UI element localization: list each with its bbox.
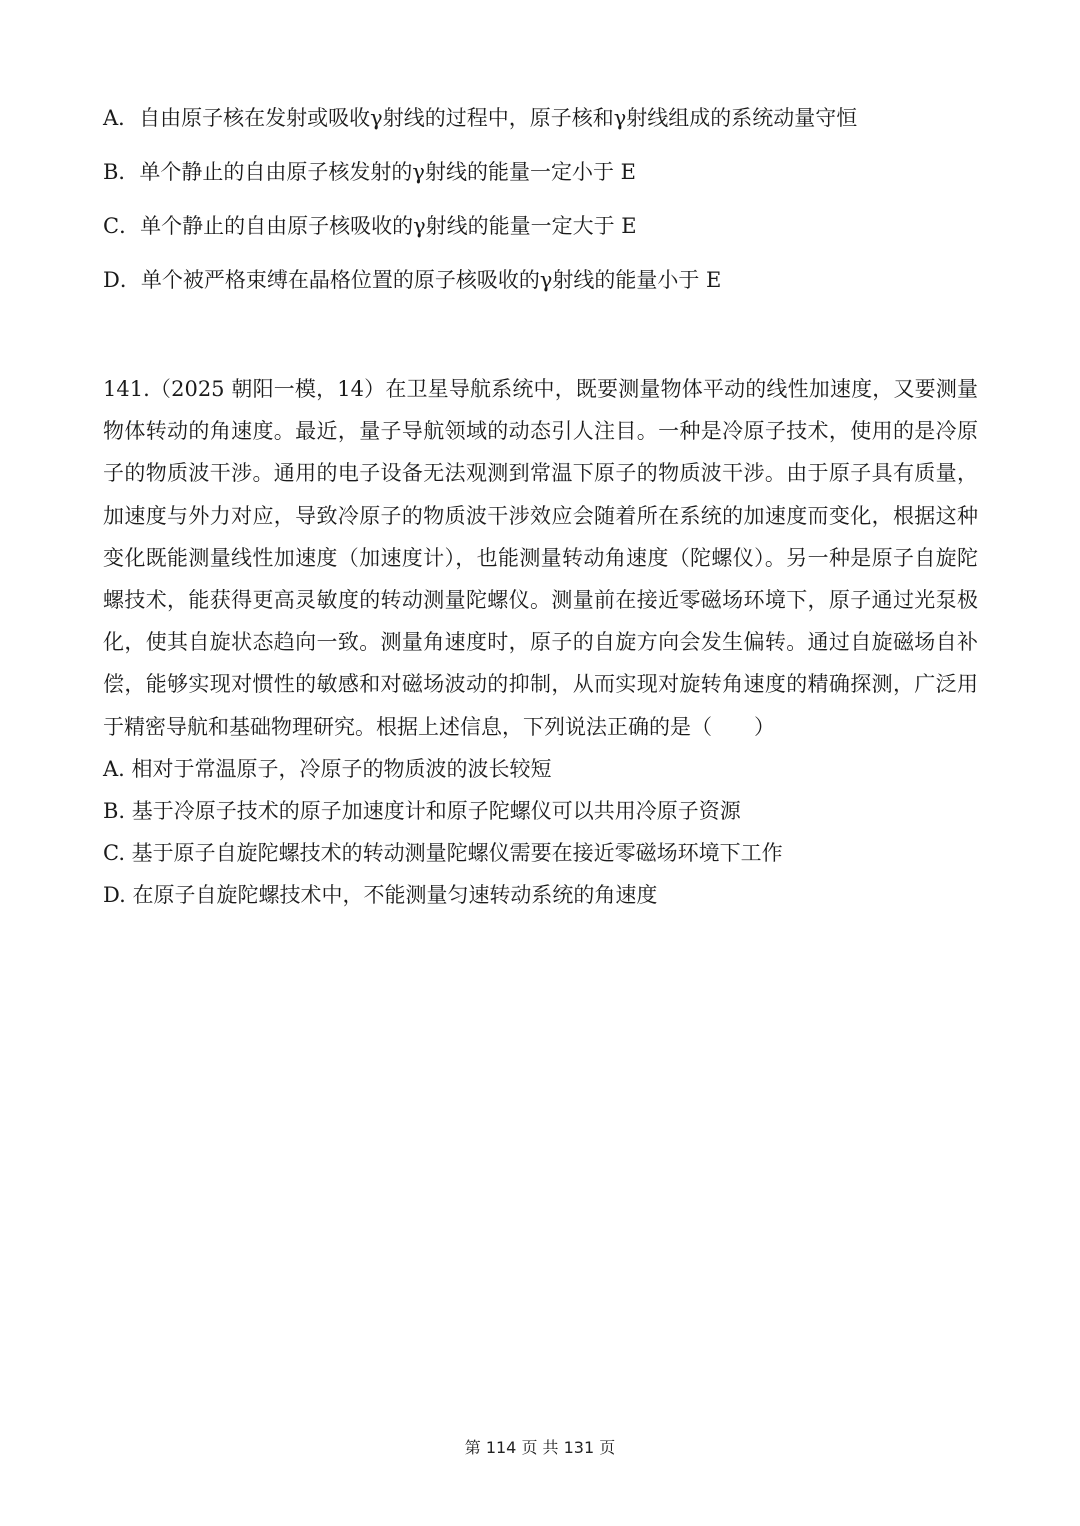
option-c: C. 基于原子自旋陀螺技术的转动测量陀螺仪需要在接近零磁场环境下工作 xyxy=(103,840,783,865)
prev-option-b: B．单个静止的自由原子核发射的γ射线的能量一定小于 E xyxy=(103,160,636,184)
option-b: B. 基于冷原子技术的原子加速度计和原子陀螺仪可以共用冷原子资源 xyxy=(103,798,741,823)
question-stem: 141.（2025 朝阳一模，14）在卫星导航系统中，既要测量物体平动的线性加速度，又要测量物体转动的角速度。最近，量子导航领域的动态引人注目。一种是冷原子技术，使用的是冷原子的物质波干涉。通用的电子设备无法观测到常温下原子的物质波干涉。由于原子具有质量，加速度与外力对应，导致冷原子的物质波干涉效应会随着所在系统的加速度而变化，根据这种变化既能测量线性加速度（加速度计），也能测量转动角速度（陀螺仪）。另一种是原子自旋陀螺技术，能获得更高灵敏度的转动测量陀螺仪。测量前在接近零磁场环境下，原子通过光泵极化，使其自旋状态趋向一致。测量角速度时，原子的自旋方向会发生偏转。通过自旋磁场自补偿，能够实现对惯性的敏感和对磁场波动的抑制，从而实现对旋转角速度的精确探测，广泛用于精密导航和基础物理研究。根据上述信息，下列说法正确的是（ ） xyxy=(103,377,978,739)
question-141 xyxy=(103,368,978,916)
prev-option-d: D．单个被严格束缚在晶格位置的原子核吸收的γ射线的能量小于 E xyxy=(103,268,722,292)
question-options xyxy=(103,748,978,916)
option-a: A. 相对于常温原子，冷原子的物质波的波长较短 xyxy=(103,756,552,781)
prev-option-a: A．自由原子核在发射或吸收γ射线的过程中，原子核和γ射线组成的系统动量守恒 xyxy=(103,106,858,130)
prev-option-c: C．单个静止的自由原子核吸收的γ射线的能量一定大于 E xyxy=(103,214,637,238)
option-d: D. 在原子自旋陀螺技术中，不能测量匀速转动系统的角速度 xyxy=(103,882,658,907)
page-number: 第 114 页 共 131 页 xyxy=(464,1438,616,1457)
